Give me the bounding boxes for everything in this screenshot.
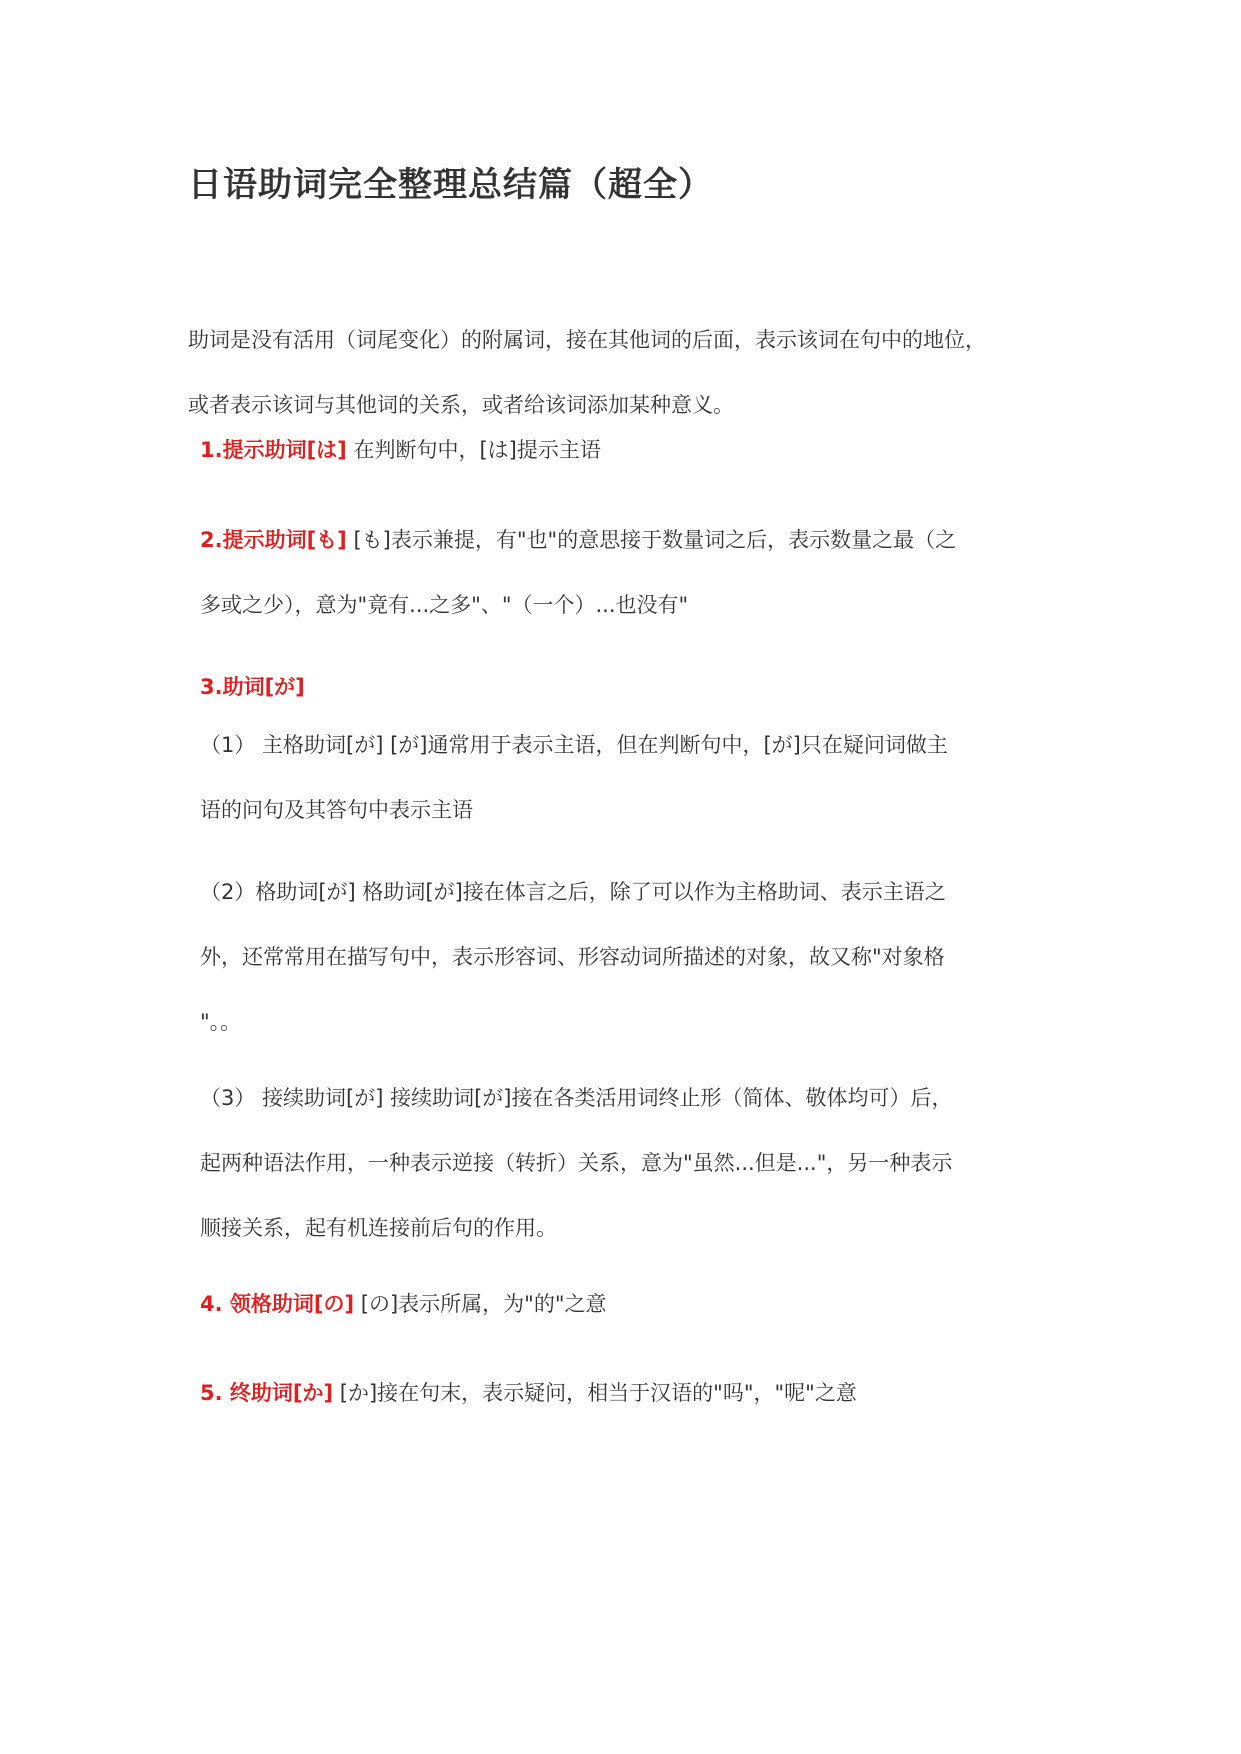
section-heading: 2.提示助词[も] bbox=[200, 528, 347, 552]
section-text: （1） 主格助词[が] [が]通常用于表示主语，但在判断句中，[が]只在疑问词做主 bbox=[200, 733, 948, 757]
section-text: 在判断句中，[は]提示主语 bbox=[353, 438, 601, 462]
section-text: [も]表示兼提，有"也"的意思接于数量词之后，表示数量之最（之 bbox=[353, 528, 957, 552]
section-text: [か]接在句末，表示疑问，相当于汉语的"吗"，"呢"之意 bbox=[339, 1381, 857, 1405]
section-3-sub-2 bbox=[200, 860, 1060, 1055]
page-title: 日语助词完全整理总结篇（超全） bbox=[188, 165, 713, 205]
section-5 bbox=[200, 1361, 1060, 1426]
section-heading: 3.助词[が] bbox=[200, 675, 305, 699]
section-text: 起两种语法作用，一种表示逆接（转折）关系，意为"虽然...但是..."，另一种表示 bbox=[200, 1151, 953, 1175]
section-2 bbox=[200, 508, 1060, 638]
section-text: （2）格助词[が] 格助词[が]接在体言之后，除了可以作为主格助词、表示主语之 bbox=[200, 880, 946, 904]
section-text: 语的问句及其答句中表示主语 bbox=[200, 798, 473, 822]
section-3-sub-3 bbox=[200, 1066, 1060, 1261]
section-text: "。。 bbox=[200, 1010, 242, 1034]
intro-line: 助词是没有活用（词尾变化）的附属词，接在其他词的后面，表示该词在句中的地位， bbox=[188, 328, 986, 352]
section-text: 外，还常常用在描写句中，表示形容词、形容动词所描述的对象，故又称"对象格 bbox=[200, 945, 945, 969]
section-4 bbox=[200, 1272, 1060, 1337]
section-text: 多或之少），意为"竟有...之多"、"（一个）...也没有" bbox=[200, 593, 689, 617]
section-heading: 1.提示助词[は] bbox=[200, 438, 347, 462]
section-text: （3） 接续助词[が] 接续助词[が]接在各类活用词终止形（简体、敬体均可）后， bbox=[200, 1086, 953, 1110]
section-1 bbox=[200, 418, 1060, 483]
section-3 bbox=[200, 655, 1060, 720]
section-text: 顺接关系，起有机连接前后句的作用。 bbox=[200, 1216, 557, 1240]
section-3-sub-1 bbox=[200, 713, 1060, 843]
section-text: [の]表示所属，为"的"之意 bbox=[360, 1292, 607, 1316]
section-heading: 4. 领格助词[の] bbox=[200, 1292, 355, 1316]
intro-line: 或者表示该词与其他词的关系，或者给该词添加某种意义。 bbox=[188, 393, 734, 417]
section-heading: 5. 终助词[か] bbox=[200, 1381, 334, 1405]
